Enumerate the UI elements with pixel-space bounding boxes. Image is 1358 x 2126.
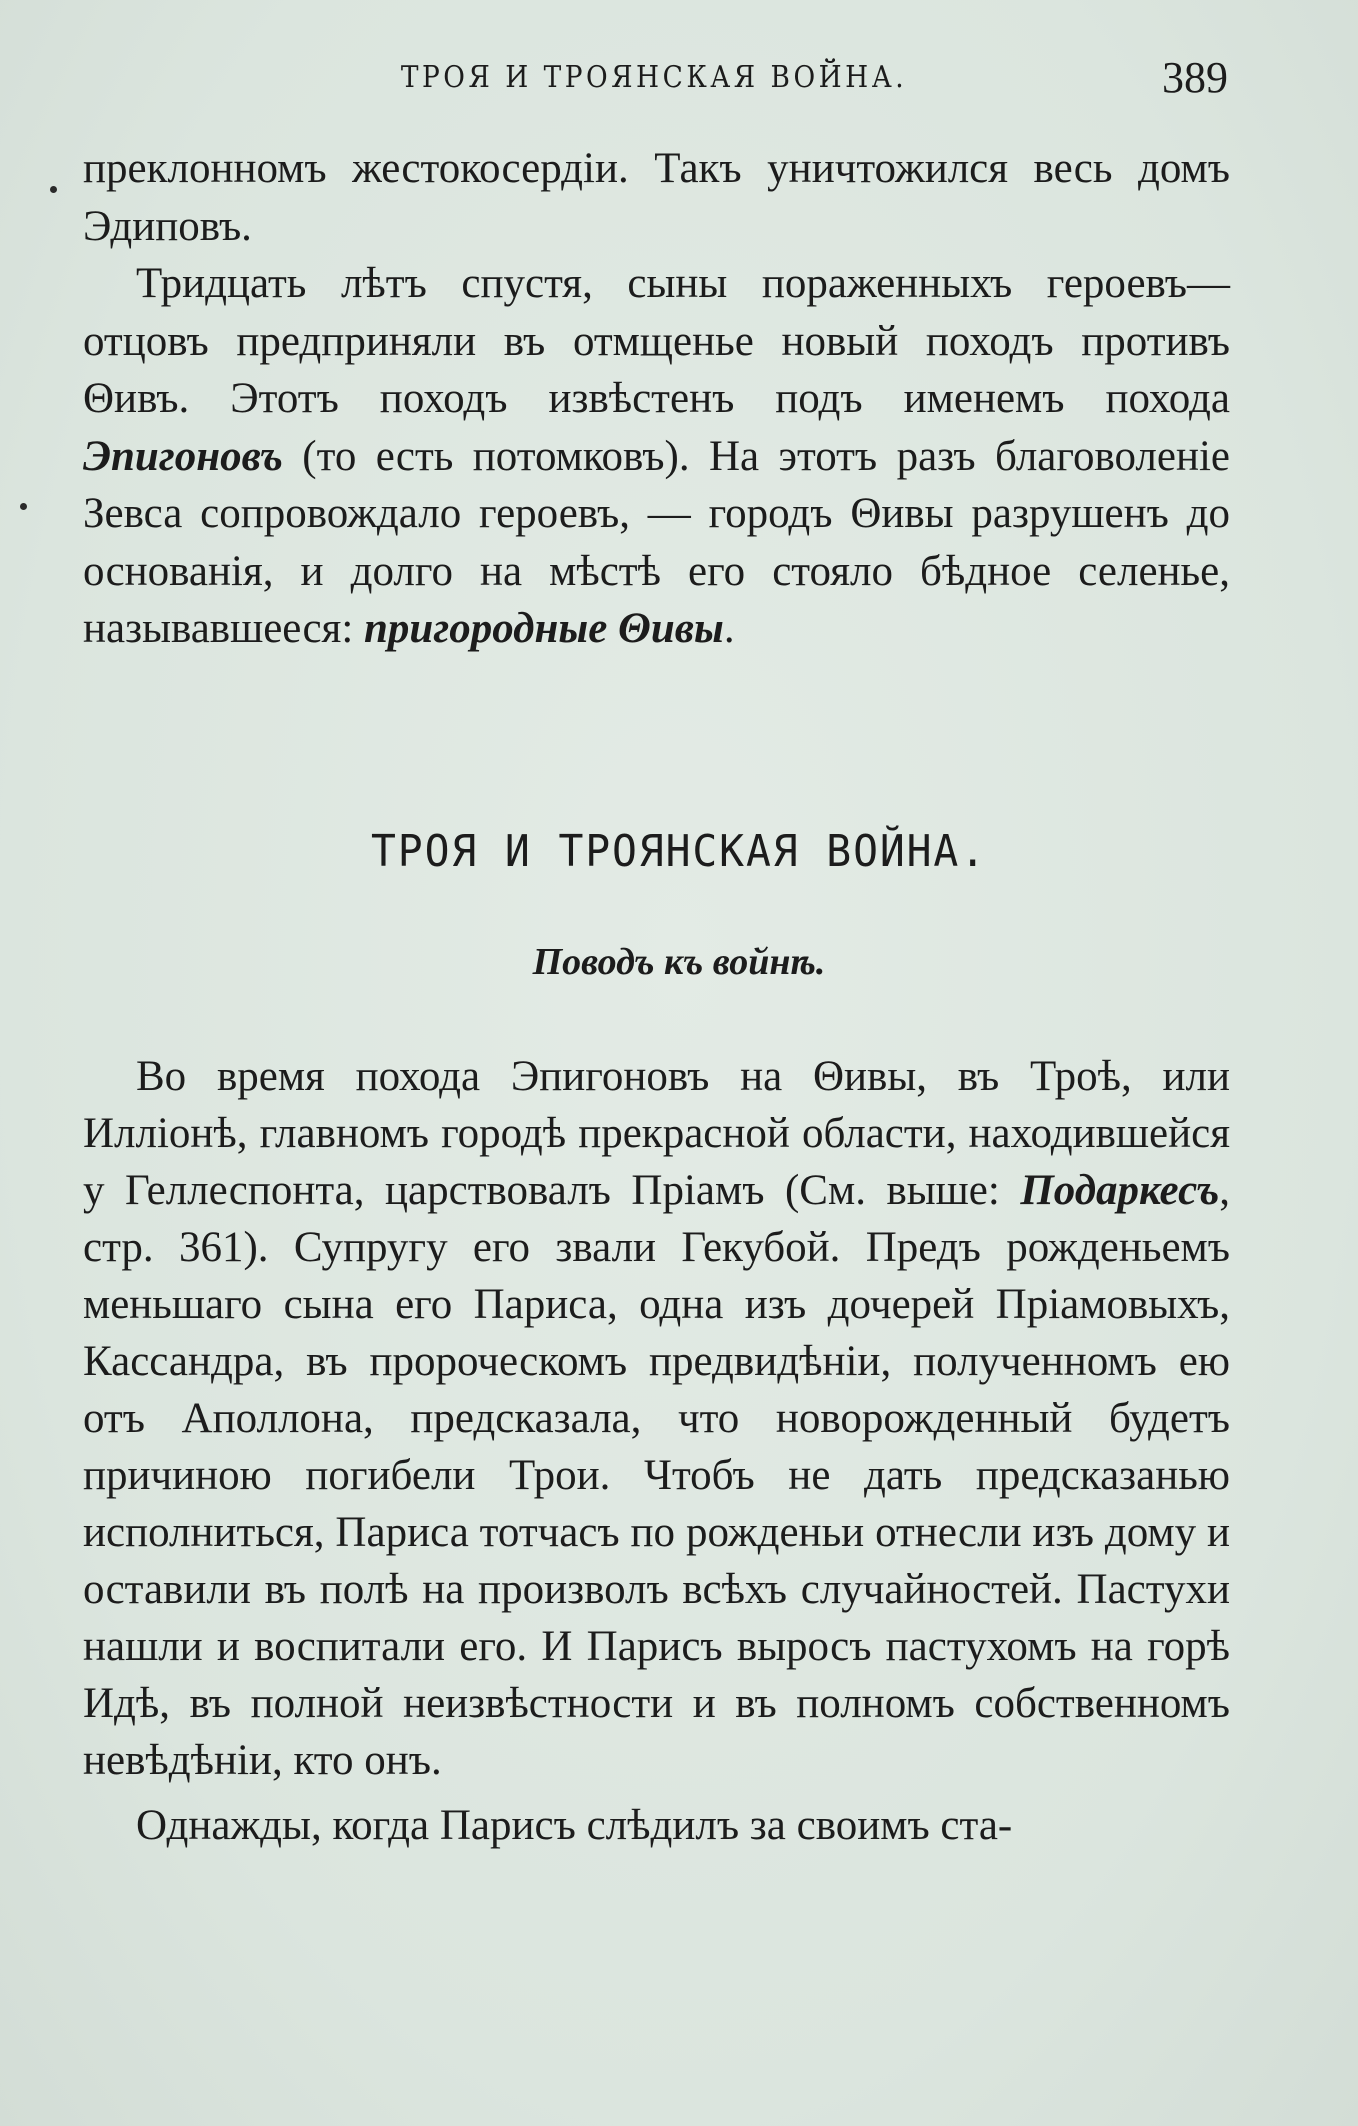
paragraph [83, 1048, 1230, 1789]
margin-dot [50, 186, 57, 193]
page-number: 389 [1162, 53, 1228, 102]
text-block-bottom [83, 1048, 1230, 1854]
running-head [80, 52, 1228, 112]
paragraph [83, 255, 1230, 658]
paragraph-text: , стр. 361). Супругу его звали Гекубой. Предъ рожденьемъ меньшаго сына его Париса, одна изъ дочерей Пріамовыхъ, Кассандра, въ пророческомъ предвидѣніи, полученномъ ею отъ Аполлона, предсказала, что новорожденный будетъ причиною погибели Трои. Чтобъ не дать предсказанью исполниться, Париса тотчасъ по рожденьи отнесли изъ дому и оставили въ полѣ на произволъ всѣхъ случайностей. Пастухи нашли и воспитали его. И Парисъ выросъ пастухомъ на горѣ Идѣ, въ полной неизвѣстности и въ полномъ собственномъ невѣдѣніи, кто онъ. [83, 1167, 1230, 1784]
paragraph-text: . [723, 605, 735, 652]
paragraph-text: (то есть потомковъ). На этотъ разъ благоволеніе Зевса сопровождало героевъ, — городъ Θивы разрушенъ до основанія, и долго на мѣстѣ его стояло бѣдное селенье, называвшееся: [83, 432, 1230, 652]
emphasis: Подаркесъ [1020, 1167, 1220, 1214]
emphasis: Эпигоновъ [83, 432, 283, 480]
text-block-top [83, 140, 1230, 658]
paragraph: Однажды, когда Парисъ слѣдилъ за своимъ ста- [136, 1802, 1013, 1849]
paragraph-text: Во время похода Эпигоновъ на Θивы, въ Троѣ, или Илліонѣ, главномъ городѣ прекрасной области, находившейся у Геллеспонта, царствовалъ Пріамъ (См. выше: [83, 1053, 1230, 1214]
section-title: ТРОЯ И ТРОЯНСКАЯ ВОЙНА. [371, 826, 987, 877]
paragraph: преклонномъ жестокосердіи. Такъ уничтожился весь домъ Эдиповъ. [83, 145, 1230, 250]
section-subtitle: Поводъ къ войнѣ. [532, 941, 826, 983]
paragraph-text: Тридцать лѣтъ спустя, сыны пораженныхъ героевъ—отцовъ предприняли въ отмщенье новый походъ противъ Θивъ. Этотъ походъ извѣстенъ подъ именемъ похода [83, 260, 1230, 422]
margin-dot [20, 503, 27, 510]
running-title: ТРОЯ И ТРОЯНСКАЯ ВОЙНА. [400, 60, 908, 95]
emphasis: пригородные Θивы [364, 605, 724, 652]
